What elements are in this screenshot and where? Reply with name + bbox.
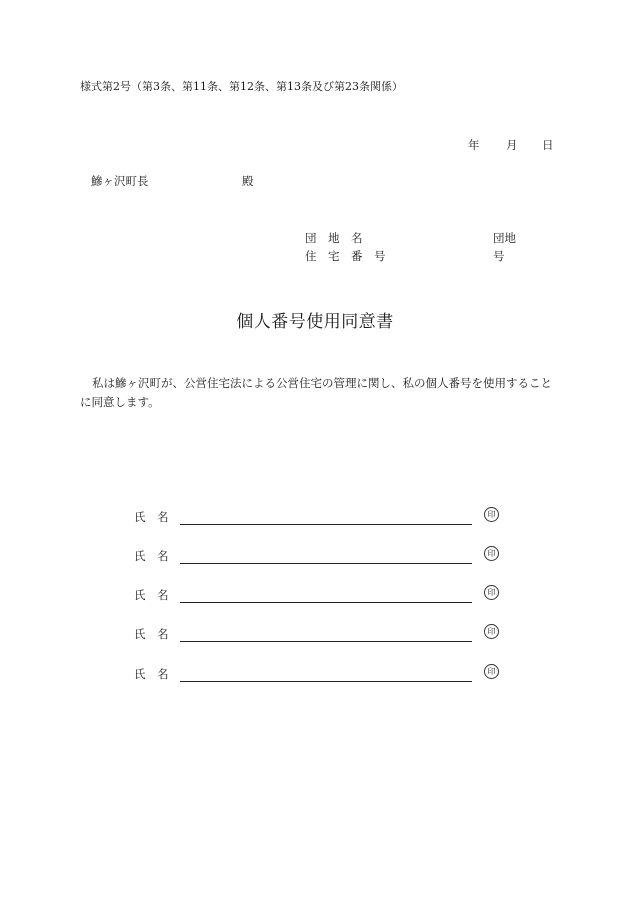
signature-line[interactable]	[180, 563, 472, 564]
seal-mark-icon: 印	[484, 585, 499, 600]
form-number: 様式第2号（第3条、第11条、第12条、第13条及び第23条関係）	[80, 80, 403, 93]
signature-label: 氏 名	[134, 549, 169, 563]
unit-suffix: 号	[493, 249, 505, 263]
unit-number-label: 住 宅 番 号	[305, 249, 386, 263]
complex-name-row	[305, 230, 535, 244]
seal-mark-icon: 印	[484, 624, 499, 639]
signature-label: 氏 名	[134, 667, 169, 681]
signature-row	[134, 507, 504, 529]
signature-line[interactable]	[180, 641, 472, 642]
signature-line[interactable]	[180, 681, 472, 682]
signature-row	[134, 624, 504, 646]
signature-row	[134, 664, 504, 686]
complex-name-label: 団 地 名	[305, 231, 363, 245]
seal-mark-icon: 印	[484, 664, 499, 679]
complex-suffix: 団地	[493, 231, 516, 245]
signature-line[interactable]	[180, 524, 472, 525]
signature-row	[134, 585, 504, 607]
unit-number-row	[305, 248, 535, 262]
date-field	[468, 137, 558, 151]
signature-label: 氏 名	[134, 510, 169, 524]
consent-statement: 私は鰺ヶ沢町が、公営住宅法による公営住宅の管理に関し、私の個人番号を使用することに同意します。	[80, 376, 552, 409]
signature-label: 氏 名	[134, 588, 169, 602]
seal-mark-icon: 印	[484, 507, 499, 522]
signature-row	[134, 546, 504, 568]
addressee-honorific: 殿	[242, 174, 254, 188]
document-title: 個人番号使用同意書	[236, 312, 394, 332]
date-year-label: 年	[468, 138, 480, 152]
date-day-label: 日	[542, 138, 554, 152]
date-month-label: 月	[506, 138, 518, 152]
signature-line[interactable]	[180, 602, 472, 603]
seal-mark-icon: 印	[484, 546, 499, 561]
addressee-name: 鰺ヶ沢町長	[91, 174, 149, 188]
signature-label: 氏 名	[134, 627, 169, 641]
